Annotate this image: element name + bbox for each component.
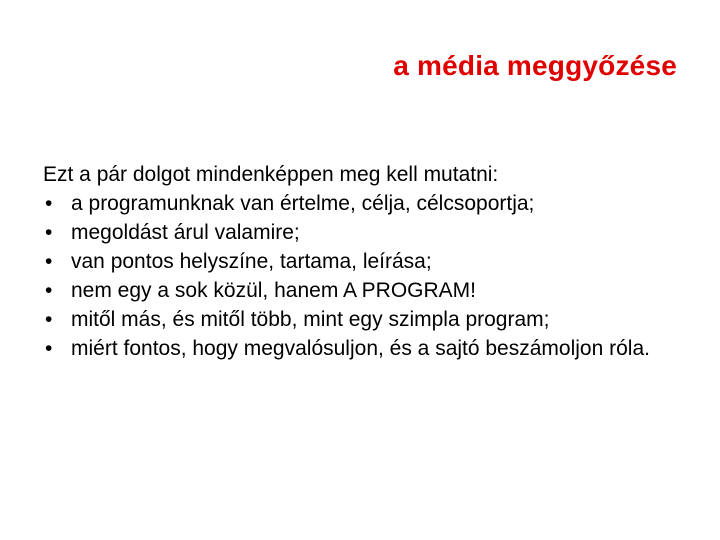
bullet-item — [43, 276, 683, 305]
bullet-text: nem egy a sok közül, hanem A PROGRAM! — [71, 279, 477, 302]
slide-title: a média meggyőzése — [393, 50, 677, 81]
bullet-item — [43, 218, 683, 247]
bullet-item — [43, 247, 683, 276]
bullet-text: a programunknak van értelme, célja, célcsoportja; — [71, 192, 535, 215]
bullet-icon: • — [45, 192, 53, 215]
bullet-icon: • — [45, 308, 53, 331]
bullet-icon: • — [45, 279, 53, 302]
bullet-icon: • — [45, 221, 53, 244]
bullet-item — [43, 334, 683, 363]
bullet-item — [43, 305, 683, 334]
intro-text: Ezt a pár dolgot mindenképpen meg kell mutatni: — [43, 163, 499, 186]
bullet-list — [43, 189, 683, 363]
bullet-text: megoldást árul valamire; — [71, 221, 300, 244]
bullet-icon: • — [45, 337, 53, 360]
slide-body — [43, 160, 683, 363]
bullet-text: mitől más, és mitől több, mint egy szimpla program; — [71, 308, 550, 331]
bullet-item — [43, 189, 683, 218]
bullet-text: van pontos helyszíne, tartama, leírása; — [71, 250, 432, 273]
bullet-icon: • — [45, 250, 53, 273]
bullet-text: miért fontos, hogy megvalósuljon, és a sajtó beszámoljon róla. — [71, 337, 650, 360]
